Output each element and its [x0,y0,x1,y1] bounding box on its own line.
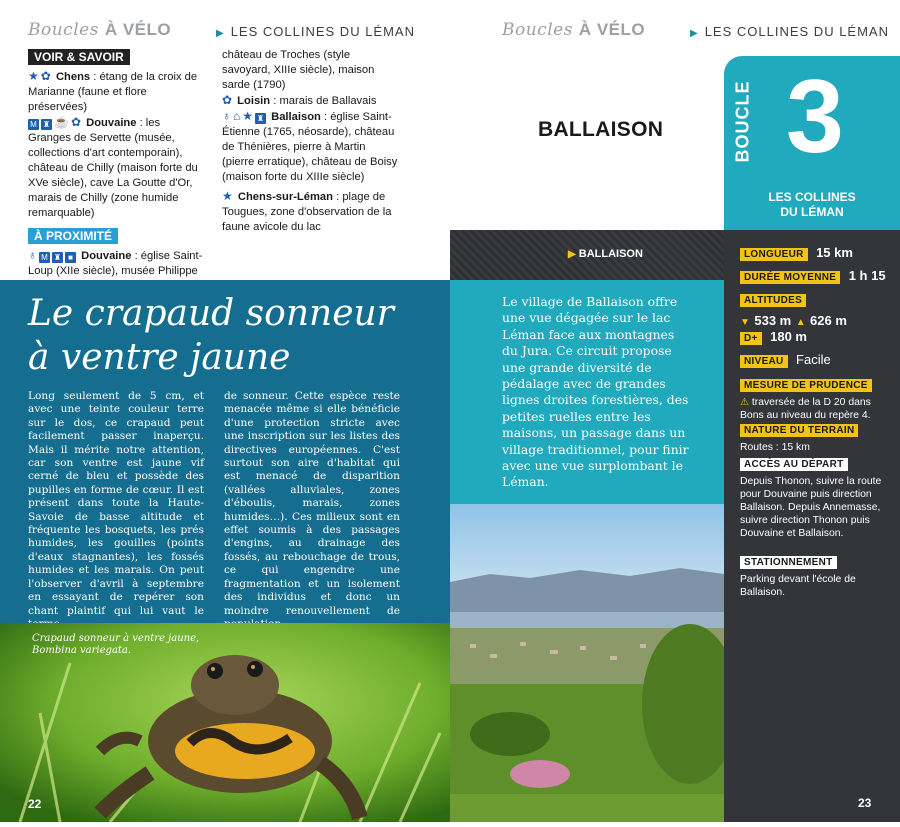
boucle-label: BOUCLE [732,80,753,163]
article-panel [0,280,450,623]
description-panel [450,280,724,504]
photo-caption: Crapaud sonneur à ventre jaune, Bombina variegata. [32,633,200,656]
brand-logo [28,20,171,40]
triangle-icon: ▶ [568,249,576,260]
info-duree: DURÉE MOYENNE 1 h 15 [740,267,886,285]
sight-entry: ✿ Loisin : marais de Ballavais [222,93,377,107]
building-icon: ■ [65,252,76,263]
flower-icon: ✿ [40,69,51,83]
route-description: Le village de Ballaison offre une vue dégagée sur le lac Léman face aux montagnes du Jura. Ce circuit propose une grande diversité de pédalage avec de grandes lignes droites forestières, des petites ruelles entre les maisons, un passage dans un village traditionnel, pour finir avec une vue surplombant le Léman. [502,294,689,490]
info-denivele: D+ 180 m [740,328,807,346]
boucle-badge [724,56,900,230]
star-icon: ★ [222,189,233,203]
museum-icon: M [39,252,50,263]
location-label: ▶ BALLAISON [568,248,643,260]
article-body-column-2: de sonneur. Cette espèce reste menacée même si elle bénéficie d'une protection stricte avec une inscription sur les listes des directives européennes. C'est surtout son aire d'habitat qui est menacé de disparition (vallées alluviales, zones d'éboulis, marais, zones humides…). Ces milieux sont en effet soumis à des passages d'engins, au drainage des fossés, au rebouchage de trous, ce qui engendre une fragmentation et un isolement des individus et donc un moindre renouvellement de [224,390,400,617]
sight-entry: M ♜ ☕ ✿ Douvaine : les Granges de Servette (musée, collections d'art contemporain), château de Chilly (maison forte du XVe siècle), cave La Goutte d'Or, marais de Chilly (zone humide remarquable) [28,115,198,219]
section-header [690,24,889,39]
house-icon: ⌂ [233,109,241,123]
landscape-photo [450,504,724,822]
location-strip [450,230,724,280]
brand-bold: À VÉLO [104,20,172,39]
info-stationnement: STATIONNEMENT Parking devant l'école de Ballaison. [740,557,856,598]
info-longueur: LONGUEUR 15 km [740,244,853,262]
photo-credit [0,687,1,769]
sights-column-1 [28,48,206,294]
section-header [216,24,415,39]
wine-icon: ☕ [54,115,69,129]
section-title: LES COLLINES DU LÉMAN [230,24,415,39]
landscape-image [450,504,724,822]
sights-column-2 [222,48,400,235]
star-icon: ★ [28,69,39,83]
section-title: LES COLLINES DU LÉMAN [704,24,889,39]
route-info-sidebar [724,230,900,822]
triangle-icon: ▶ [690,28,699,39]
sight-entry: ★ ✿ Chens : étang de la croix de Marianne (faune et flore préservées) [28,69,198,113]
museum-icon: M [28,119,39,130]
brand-script: Boucles [28,20,99,40]
page-number: 23 [858,796,872,810]
boucle-name: LES COLLINES DU LÉMAN [768,190,856,219]
sight-entry: ♁ M ♜ ■ Douvaine : église Saint-Loup (XIIe siècle), musée Philippe [28,248,203,277]
church-icon: ♁ [28,248,37,262]
warning-icon: ⚠ [740,397,749,408]
boucle-number: 3 [786,59,844,175]
castle-icon: ♜ [53,253,62,262]
page-number: 22 [28,797,42,811]
route-title: BALLAISON [538,118,664,141]
a-proximite-label: À PROXIMITÉ [28,228,118,244]
info-acces: ACCÈS AU DÉPART Depuis Thonon, suivre la route pour Douvaine puis direction Ballaison. Depuis Annemasse, suivre direction Thonon puis Douvaine et Ballaison. [740,459,882,539]
brand-bold: À VÉLO [578,20,646,39]
down-arrow-icon: ▼ [740,317,750,328]
castle-icon: ♜ [256,114,265,123]
flower-icon: ✿ [222,93,233,107]
church-icon: ♁ [222,109,231,123]
article-title: Le crapaud sonneur à ventre jaune [28,293,394,378]
triangle-icon: ▶ [216,28,225,39]
sight-entry-continued: château de Troches (style savoyard, XIIIe siècle), maison sarde (1790) [222,49,375,91]
info-prudence: MESURE DE PRUDENCE ⚠ traversée de la D 20 dans Bons au niveau du repère 4. [740,380,871,421]
toad-photo [0,623,450,822]
info-altitudes: ALTITUDES ▼ 533 m ▲ 626 m [740,295,847,328]
up-arrow-icon: ▲ [795,317,806,328]
sight-entry: ♁ ⌂ ★ ♜ Ballaison : église Saint-Étienne (1765, néosarde), château de Thénières, pierre à Martin (pierre erratique), château de Boisy (maison forte du XIIIe siècle) [222,109,398,183]
flower-icon: ✿ [70,115,82,129]
article-body-column-1: Long seulement de 5 cm, et avec une teinte couleur terre sur le dos, ce crapaud peut facilement passer inaperçu. Mais il mérite notre attention, car son ventre est jaune vif cerné de bleu et possède des pupilles en forme de cœur. Il est présent dans toute la Haute-Savoie de basse altitude et fréquente les bosquets, les prés humides, les gouilles (points d'eaux stagnantes), les fossés humides et les marais. On peut l'observer d'avril à septembre en essayant de repérer son chant plaintif qui lui vaut le [28,390,204,617]
info-niveau: NIVEAU Facile [740,351,831,369]
castle-icon: ♜ [42,120,51,129]
star-icon: ★ [242,109,254,123]
voir-savoir-label: VOIR & SAVOIR [28,49,130,65]
sight-entry: ★ Chens-sur-Léman : plage de Tougues, zone d'observation de la faune avicole du lac [222,189,392,233]
brand-logo [502,20,645,40]
brand-script: Boucles [502,20,573,40]
info-terrain: NATURE DU TERRAIN Routes : 15 km [740,420,890,454]
